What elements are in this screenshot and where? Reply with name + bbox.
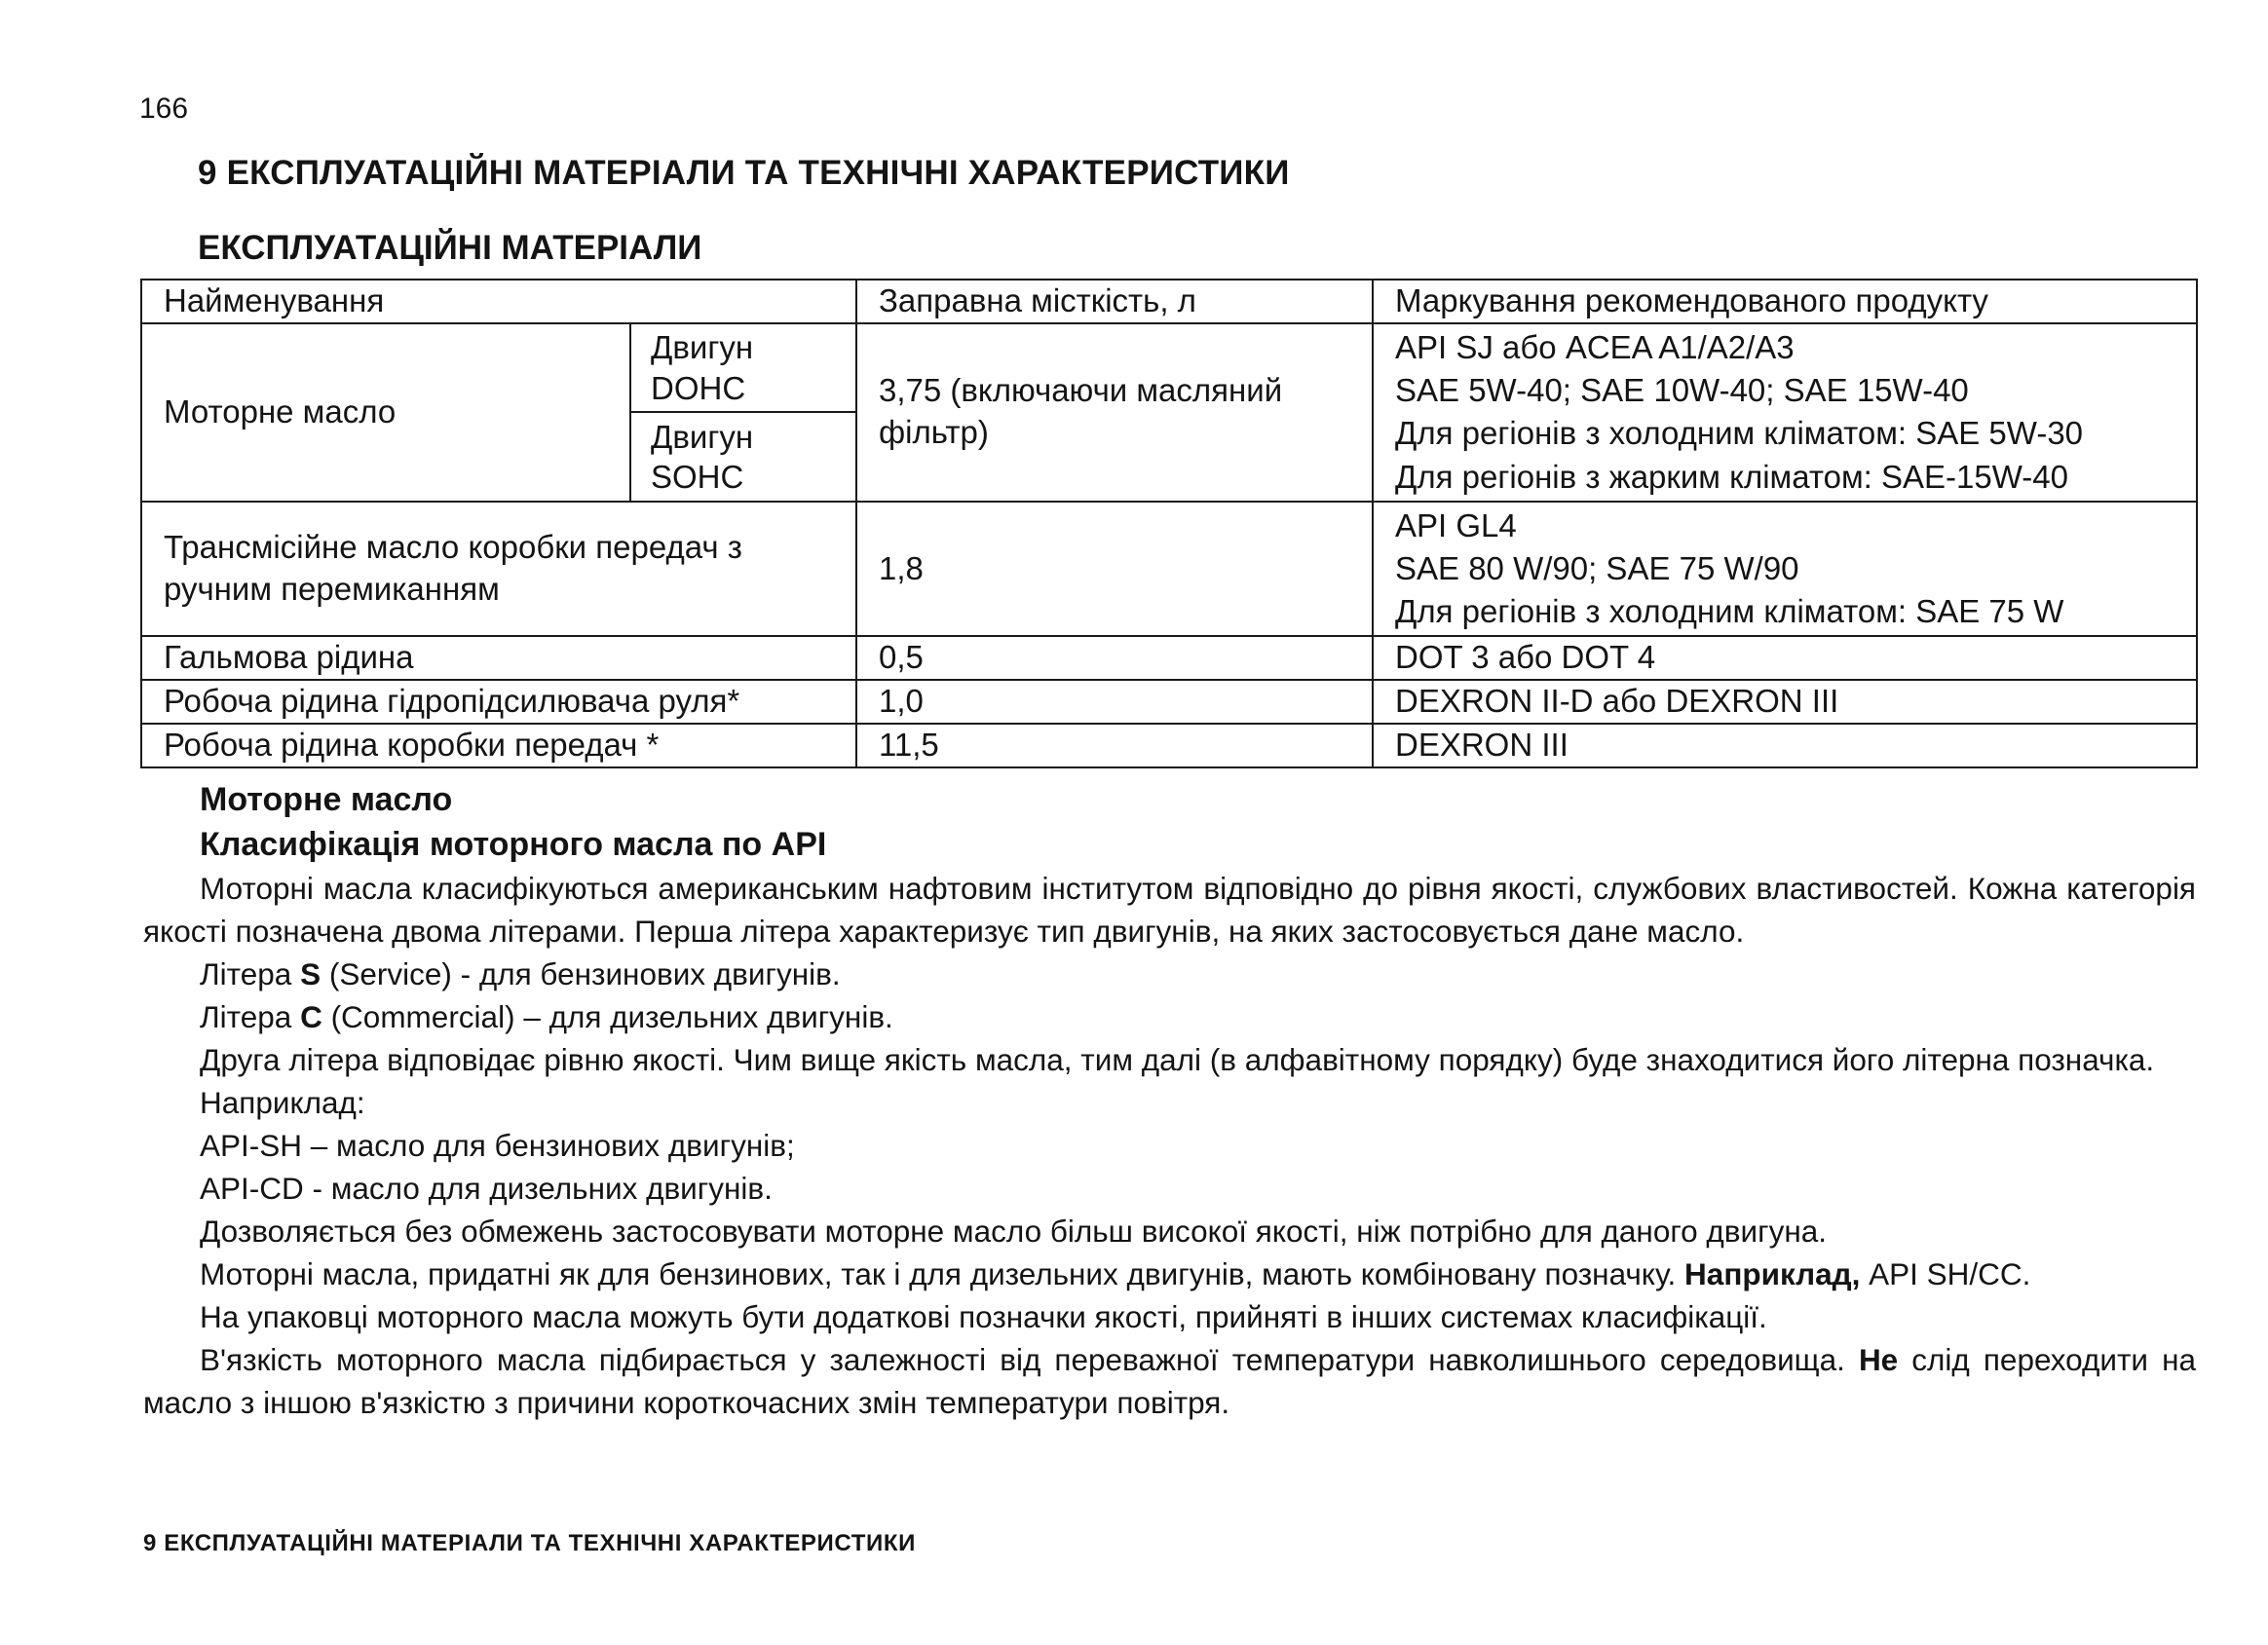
row-name: Робоча рідина гідропідсилювача руля* [141, 680, 856, 724]
spec-line: Для регіонів з жарким кліматом: SAE-15W-40 [1395, 458, 2068, 495]
row-spec: DEXRON II-D або DEXRON III [1373, 680, 2197, 724]
paragraph: Друга літера відповідає рівню якості. Чим вище якість масла, тим далі (в алфавітному порядку) буде знаходитися його літерна позначка. [200, 1042, 2155, 1077]
paragraph: Літера C (Commercial) – для дизельних двигунів. [200, 999, 893, 1034]
row-name: Трансмісійне масло коробки передач з ручним перемиканням [141, 502, 856, 637]
paragraph: В'язкість моторного масла підбирається у залежності від переважної температури навколишнього середовища. Не слід переходити на масло з іншою в'язкістю з причини короткочасних змін температури повітря. [143, 1342, 2196, 1420]
header-spec: Маркування рекомендованого продукту [1373, 280, 2197, 323]
row-spec [1373, 323, 2197, 502]
materials-table [140, 279, 2198, 768]
row-capacity: 0,5 [856, 636, 1373, 680]
paragraph: Наприклад: [200, 1085, 365, 1120]
header-name: Найменування [141, 280, 856, 323]
paragraph: API-CD - масло для дизельних двигунів. [200, 1171, 773, 1206]
page-number: 166 [139, 93, 189, 125]
spec-line: API GL4 [1395, 506, 1517, 543]
spec-line: SAE 80 W/90; SAE 75 W/90 [1395, 549, 1799, 586]
paragraph: Моторні масла класифікуються американським нафтовим інститутом відповідно до рівня якості, службових властивостей. Кожна категорія якості позначена двома літерами. Перша літера характеризує тип двигунів, на яких застосовується дане масло. [143, 871, 2196, 949]
row-spec: DOT 3 або DOT 4 [1373, 636, 2197, 680]
paragraph: Дозволяється без обмежень застосовувати моторне масло більш високої якості, ніж потрібно для даного двигуна. [200, 1214, 1828, 1249]
spec-line: API SJ або ACEA A1/A2/A3 [1395, 328, 1795, 365]
table-row [141, 724, 2197, 767]
body-text [143, 777, 2196, 1424]
row-subname: Двигун DOHC [630, 323, 856, 412]
spec-line: SAE 5W-40; SAE 10W-40; SAE 15W-40 [1395, 372, 1969, 409]
table-row [141, 323, 2197, 412]
spec-line: Для регіонів з холодним кліматом: SAE 75 W [1395, 593, 2064, 630]
row-name: Робоча рідина коробки передач * [141, 724, 856, 767]
row-capacity: 1,8 [856, 502, 1373, 637]
row-subname: Двигун SOHC [630, 412, 856, 501]
table-row [141, 680, 2197, 724]
section-title: ЕКСПЛУАТАЦІЙНІ МАТЕРІАЛИ [198, 229, 702, 267]
row-capacity: 11,5 [856, 724, 1373, 767]
table-row [141, 636, 2197, 680]
header-capacity: Заправна місткість, л [856, 280, 1373, 323]
heading-engine-oil: Моторне масло [200, 781, 453, 818]
row-name: Моторне масло [141, 323, 630, 502]
paragraph: Літера S (Service) - для бензинових двигунів. [200, 956, 841, 991]
row-spec [1373, 502, 2197, 637]
row-spec: DEXRON III [1373, 724, 2197, 767]
table-row [141, 502, 2197, 637]
paragraph: Моторні масла, придатні як для бензинових, так і для дизельних двигунів, мають комбіновану позначку. Наприклад, API SH/CC. [200, 1256, 2031, 1291]
row-capacity: 3,75 (включаючи масляний фільтр) [856, 323, 1373, 502]
table-header-row [141, 280, 2197, 323]
paragraph: API-SH – масло для бензинових двигунів; [200, 1128, 795, 1163]
heading-api-classification: Класифікація моторного масла по API [200, 826, 827, 863]
chapter-title: 9 ЕКСПЛУАТАЦІЙНІ МАТЕРІАЛИ ТА ТЕХНІЧНІ ХАРАКТЕРИСТИКИ [198, 154, 1290, 192]
row-capacity: 1,0 [856, 680, 1373, 724]
footer: 9 ЕКСПЛУАТАЦІЙНІ МАТЕРІАЛИ ТА ТЕХНІЧНІ ХАРАКТЕРИСТИКИ [143, 1530, 916, 1556]
row-name: Гальмова рідина [141, 636, 856, 680]
paragraph: На упаковці моторного масла можуть бути додаткові позначки якості, прийняті в інших системах класифікації. [200, 1299, 1767, 1334]
spec-line: Для регіонів з холодним кліматом: SAE 5W-30 [1395, 415, 2084, 452]
